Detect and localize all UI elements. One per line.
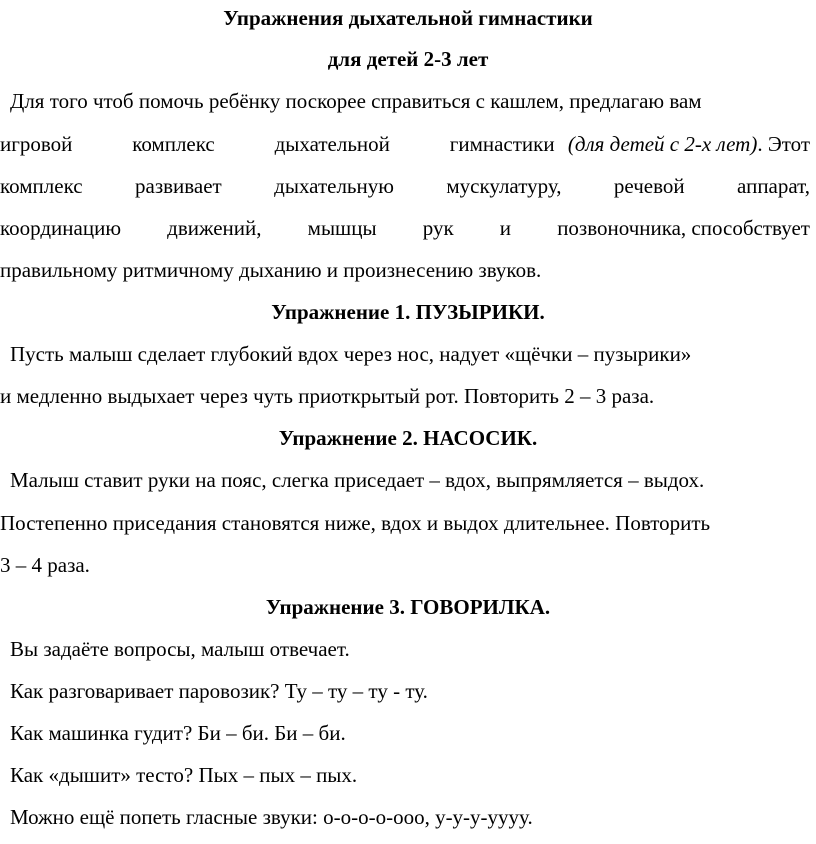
exercise-2-line-1: Малыш ставит руки на пояс, слегка приседает – вдох, выпрямляется – выдох.: [10, 468, 705, 492]
intro-line-2: [0, 131, 810, 157]
title-line-1: Упражнения дыхательной гимнастики: [223, 6, 593, 30]
intro-word: аппарат,: [737, 174, 810, 198]
intro-word: мышцы: [307, 216, 377, 240]
intro-word: и: [499, 216, 512, 240]
intro-word: координацию: [0, 216, 122, 240]
exercise-1-line-1: Пусть малыш сделает глубокий вдох через нос, надует «щёчки – пузырики»: [10, 342, 692, 366]
intro-word: позвоночника, способствует: [557, 216, 810, 240]
intro-word: развивает: [135, 174, 222, 198]
exercise-2-line-3: 3 – 4 раза.: [0, 553, 90, 577]
intro-word: комплекс: [0, 174, 83, 198]
exercise-3-line-2: Как разговаривает паровозик? Ту – ту – ту - ту.: [10, 679, 428, 703]
intro-line-2-end: . Этот: [757, 132, 810, 156]
exercise-3-line-3: Как машинка гудит? Би – би. Би – би.: [10, 721, 346, 745]
intro-word-group: [450, 131, 810, 157]
exercise-1-line-2: и медленно выдыхает через чуть приоткрытый рот. Повторить 2 – 3 раза.: [0, 384, 655, 408]
intro-line-3: [0, 173, 810, 199]
exercise-2-heading: Упражнение 2. НАСОСИК.: [278, 426, 538, 450]
exercise-3-line-1: Вы задаёте вопросы, малыш отвечает.: [10, 637, 350, 661]
title-line-2: для детей 2-3 лет: [327, 47, 489, 71]
intro-word: дыхательную: [274, 174, 394, 198]
intro-word: мускулатуру,: [446, 174, 562, 198]
intro-word: дыхательной: [274, 132, 390, 156]
intro-line-1: Для того чтоб помочь ребёнку поскорее справиться с кашлем, предлагаю вам: [10, 89, 702, 113]
intro-word: комплекс: [132, 132, 215, 156]
exercise-1-heading: Упражнение 1. ПУЗЫРИКИ.: [271, 300, 545, 324]
exercise-3-line-5: Можно ещё попеть гласные звуки: о-о-о-о-ооо, у-у-у-уууу.: [10, 805, 533, 829]
intro-word: игровой: [0, 132, 73, 156]
intro-italic-note: (для детей с 2-х лет): [567, 132, 758, 156]
intro-word: движений,: [167, 216, 262, 240]
exercise-3-line-4: Как «дышит» тесто? Пых – пых – пых.: [10, 763, 358, 787]
intro-word: речевой: [613, 174, 685, 198]
intro-line-4: [0, 215, 810, 241]
intro-word: гимнастики: [449, 132, 555, 156]
exercise-2-line-2: Постепенно приседания становятся ниже, вдох и выдох длительнее. Повторить: [0, 511, 711, 535]
exercise-3-heading: Упражнение 3. ГОВОРИЛКА.: [265, 595, 551, 619]
intro-word: рук: [422, 216, 454, 240]
intro-line-5: правильному ритмичному дыханию и произнесению звуков.: [0, 258, 542, 282]
